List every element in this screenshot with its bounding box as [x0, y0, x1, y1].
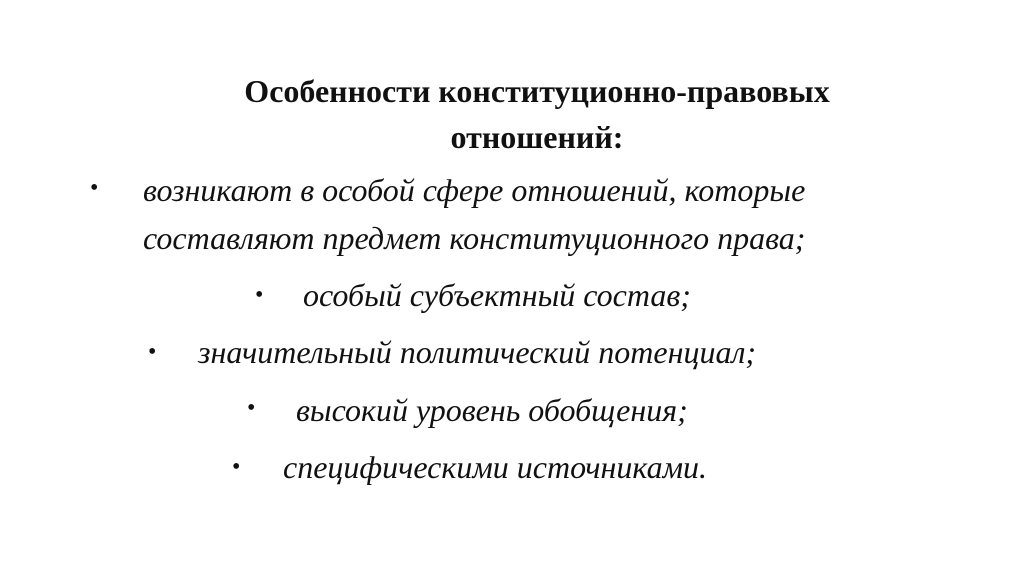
bullet-icon: •	[90, 175, 99, 201]
slide-title	[150, 68, 924, 160]
list-item-4: высокий уровень обобщения;	[296, 392, 688, 428]
list-item-1-line-2: составляют предмет конституционного права;	[143, 220, 806, 256]
list-item-3: значительный политический потенциал;	[198, 334, 757, 370]
list-item-1-line-1: возникают в особой сфере отношений, которые	[143, 172, 806, 208]
list-item-5: специфическими источниками.	[283, 449, 707, 485]
bullet-icon: •	[247, 395, 256, 421]
bullet-icon: •	[255, 282, 264, 308]
title-line-1: Особенности конституционно-правовых	[244, 73, 830, 109]
list-item-2: особый субъектный состав;	[303, 277, 691, 313]
bullet-icon: •	[148, 339, 157, 365]
title-line-2: отношений:	[450, 119, 624, 155]
bullet-icon: •	[232, 454, 241, 480]
